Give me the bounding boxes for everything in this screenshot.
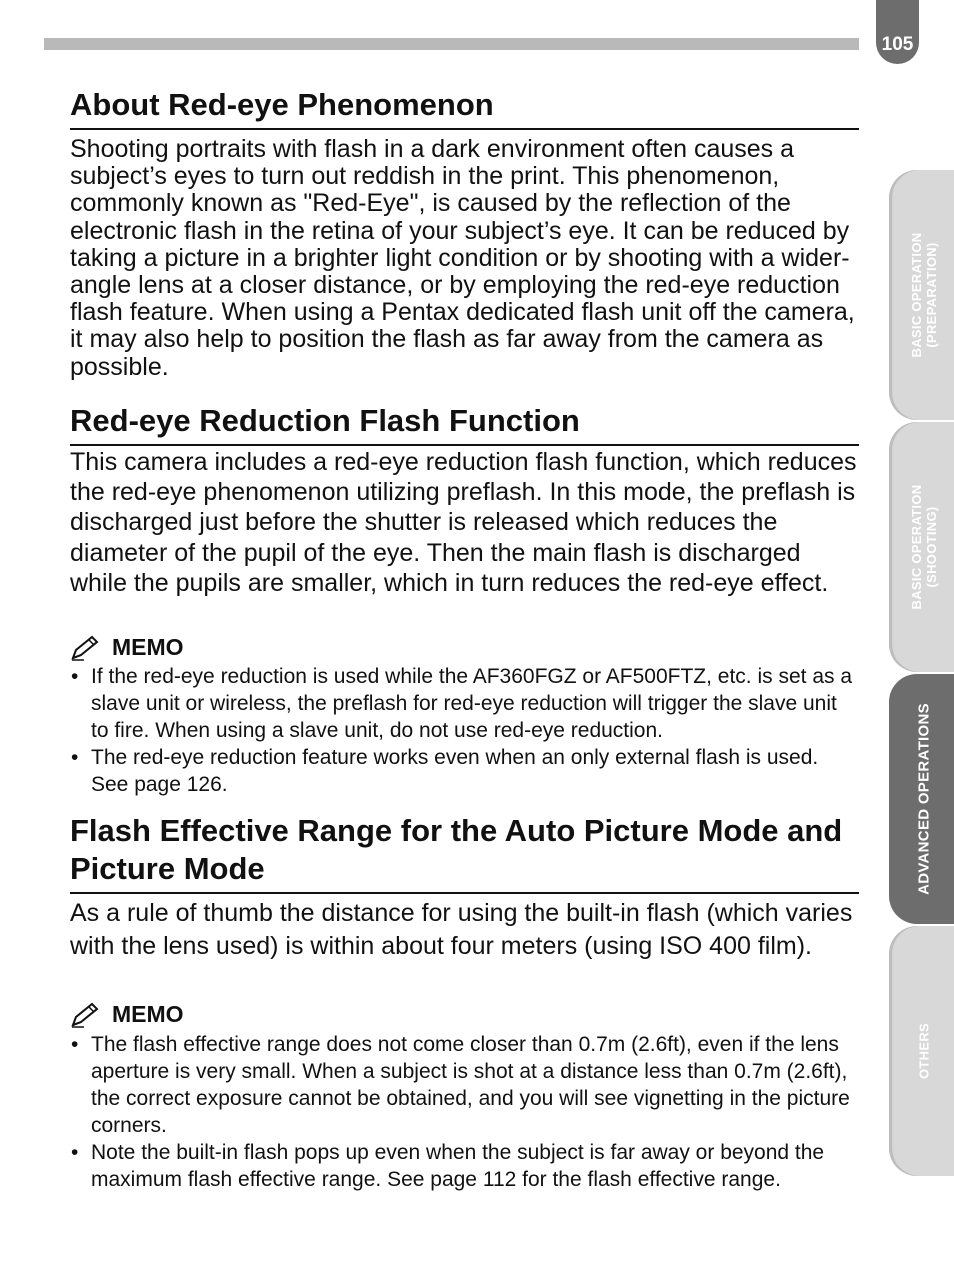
pencil-memo-icon — [70, 635, 104, 661]
section-heading: Flash Effective Range for the Auto Picture Mode and Picture Mode — [70, 812, 859, 894]
tab-basic-operation-shooting[interactable] — [889, 422, 954, 672]
section-body: As a rule of thumb the distance for using the built-in flash (which varies with the lens used) is within about four meters (using ISO 400 film). — [70, 899, 853, 960]
tab-label: BASIC OPERATION (PREPARATION) — [909, 232, 939, 358]
memo-title: MEMO — [70, 634, 184, 661]
header-bar — [44, 38, 859, 50]
list-item: • Note the built-in flash pops up even when the subject is far away or beyond the maximum flash effective range. See page 112 for the flash effective range. — [70, 1139, 860, 1193]
tab-label: BASIC OPERATION (SHOOTING) — [909, 484, 939, 610]
section-body: Shooting portraits with flash in a dark environment often causes a subject’s eyes to turn out reddish in the print. This phenomenon, commonly known as "Red-Eye", is caused by the reflection of the electronic flash in the retina of your subject’s eye. It can be reduced by taking a picture in a brighter light condition or by shooting with a wider-angle lens at a closer distance, or by employing the red-eye reduction flash feature. When using a Pentax dedicated flash unit off the camera, it may also help to position the flash as far away from the camera as possible. — [70, 135, 855, 381]
section-heading: About Red-eye Phenomenon — [70, 86, 859, 130]
list-item: • The red-eye reduction feature works even when an only external flash is used. See page 126. — [70, 744, 860, 798]
tab-label: ADVANCED OPERATIONS — [915, 703, 933, 895]
memo-list — [70, 1031, 860, 1193]
tab-others[interactable] — [889, 926, 954, 1176]
section-body: This camera includes a red-eye reduction flash function, which reduces the red-eye phenomenon utilizing preflash. In this mode, the preflash is discharged just before the shutter is released which reduces the diameter of the pupil of the eye. Then the main flash is discharged while the pupils are smaller, which in turn reduces the red-eye effect. — [70, 448, 857, 597]
section-heading: Red-eye Reduction Flash Function — [70, 402, 859, 446]
page-number: 105 — [876, 0, 919, 64]
memo-list — [70, 663, 860, 798]
memo-title: MEMO — [70, 1001, 184, 1028]
tab-basic-operation-preparation[interactable] — [889, 170, 954, 420]
list-item: • The flash effective range does not come closer than 0.7m (2.6ft), even if the lens aperture is very small. When a subject is shot at a distance less than 0.7m (2.6ft), the correct exposure cannot be obtained, and you will see vignetting in the picture corners. — [70, 1031, 860, 1139]
pencil-memo-icon — [70, 1002, 104, 1028]
list-item: • If the red-eye reduction is used while the AF360FGZ or AF500FTZ, etc. is set as a slave unit or wireless, the preflash for red-eye reduction will trigger the slave unit to fire. When using a slave unit, do not use red-eye reduction. — [70, 663, 860, 744]
tab-label: OTHERS — [916, 1023, 932, 1079]
tab-advanced-operations[interactable] — [889, 674, 954, 924]
